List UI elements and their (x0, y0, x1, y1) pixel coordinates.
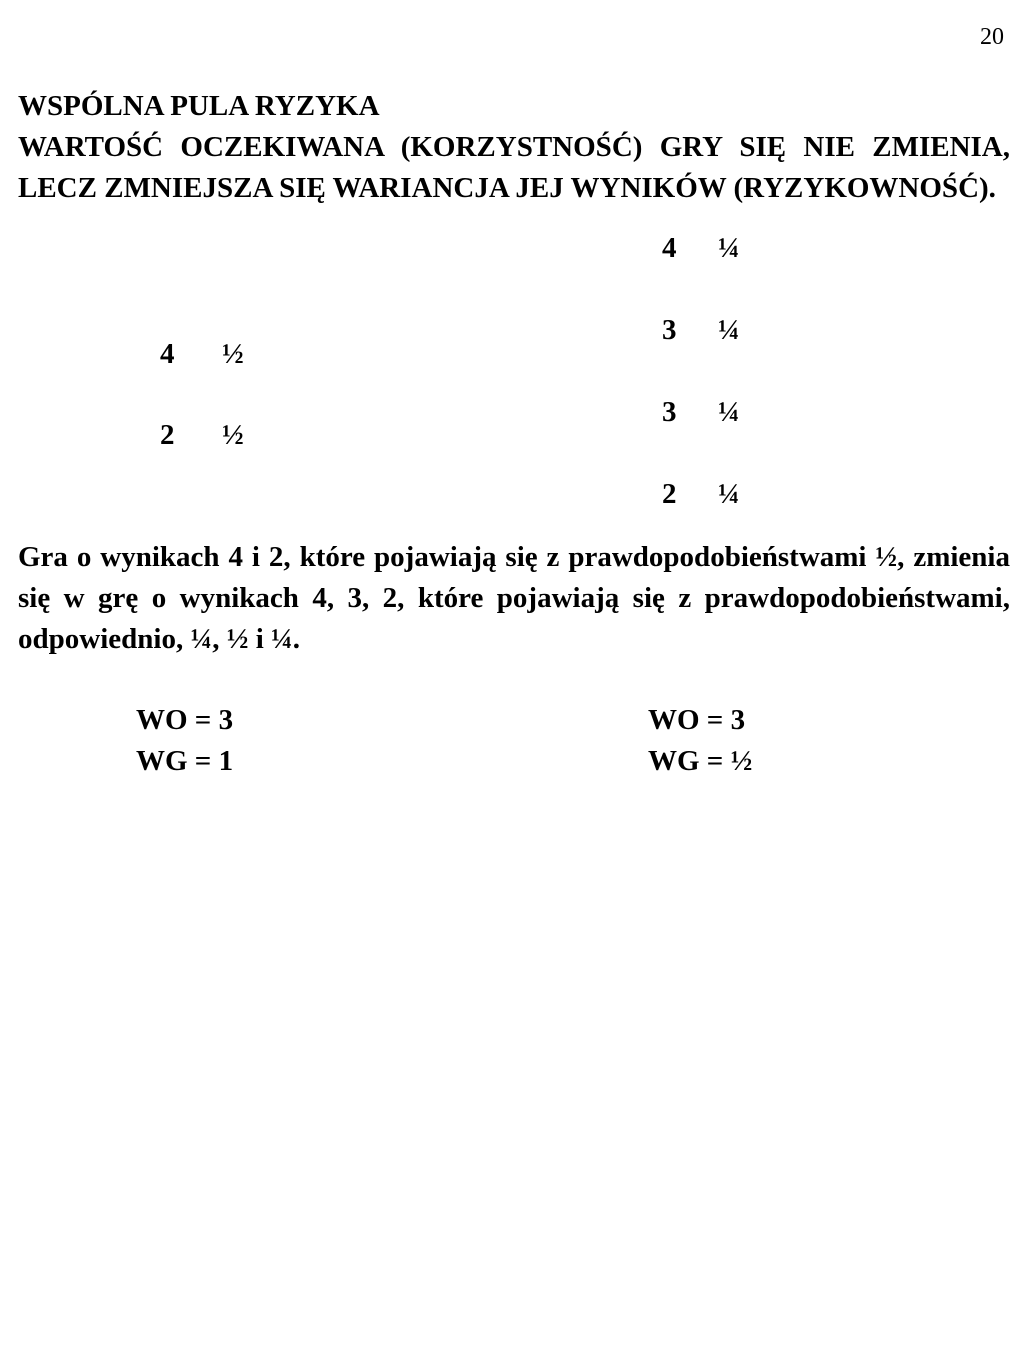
outcome-probability: ¼ (718, 478, 740, 510)
right-outcome-row (662, 313, 740, 347)
left-outcome-row (160, 337, 244, 371)
outcome-probability: ½ (222, 419, 244, 451)
explanation-paragraph: Gra o wynikach 4 i 2, które pojawiają się z prawdopodobieństwami ½, zmienia się w grę o wynikach 4, 3, 2, które pojawiają się z prawdopodobieństwami, odpowiednio, ¼, ½ i ¼. (18, 541, 1010, 655)
page-number: 20 (980, 24, 1004, 50)
right-variance: WG = ½ (648, 745, 753, 777)
outcome-value: 4 (662, 232, 677, 264)
outcome-value: 4 (160, 338, 175, 370)
right-expected-value: WO = 3 (648, 704, 746, 736)
outcome-probability: ½ (222, 338, 244, 370)
left-variance: WG = 1 (136, 745, 234, 777)
outcome-value: 3 (662, 396, 677, 428)
right-outcome-row (662, 395, 740, 429)
heading-block (18, 86, 1010, 209)
outcome-value: 2 (160, 419, 175, 451)
left-expected-value: WO = 3 (136, 704, 234, 736)
right-outcome-row (662, 477, 740, 511)
outcome-value: 3 (662, 314, 677, 346)
outcome-probability: ¼ (718, 314, 740, 346)
outcome-probability: ¼ (718, 396, 740, 428)
heading-body: WARTOŚĆ OCZEKIWANA (KORZYSTNOŚĆ) GRY SIĘ NIE ZMIENIA, LECZ ZMNIEJSZA SIĘ WARIANCJA JEJ WYNIKÓW (RYZYKOWNOŚĆ). (18, 131, 1010, 204)
right-outcome-row (662, 231, 740, 265)
outcome-probability: ¼ (718, 232, 740, 264)
outcome-value: 2 (662, 478, 677, 510)
left-outcome-row (160, 418, 244, 452)
heading-title: WSPÓLNA PULA RYZYKA (18, 90, 380, 122)
